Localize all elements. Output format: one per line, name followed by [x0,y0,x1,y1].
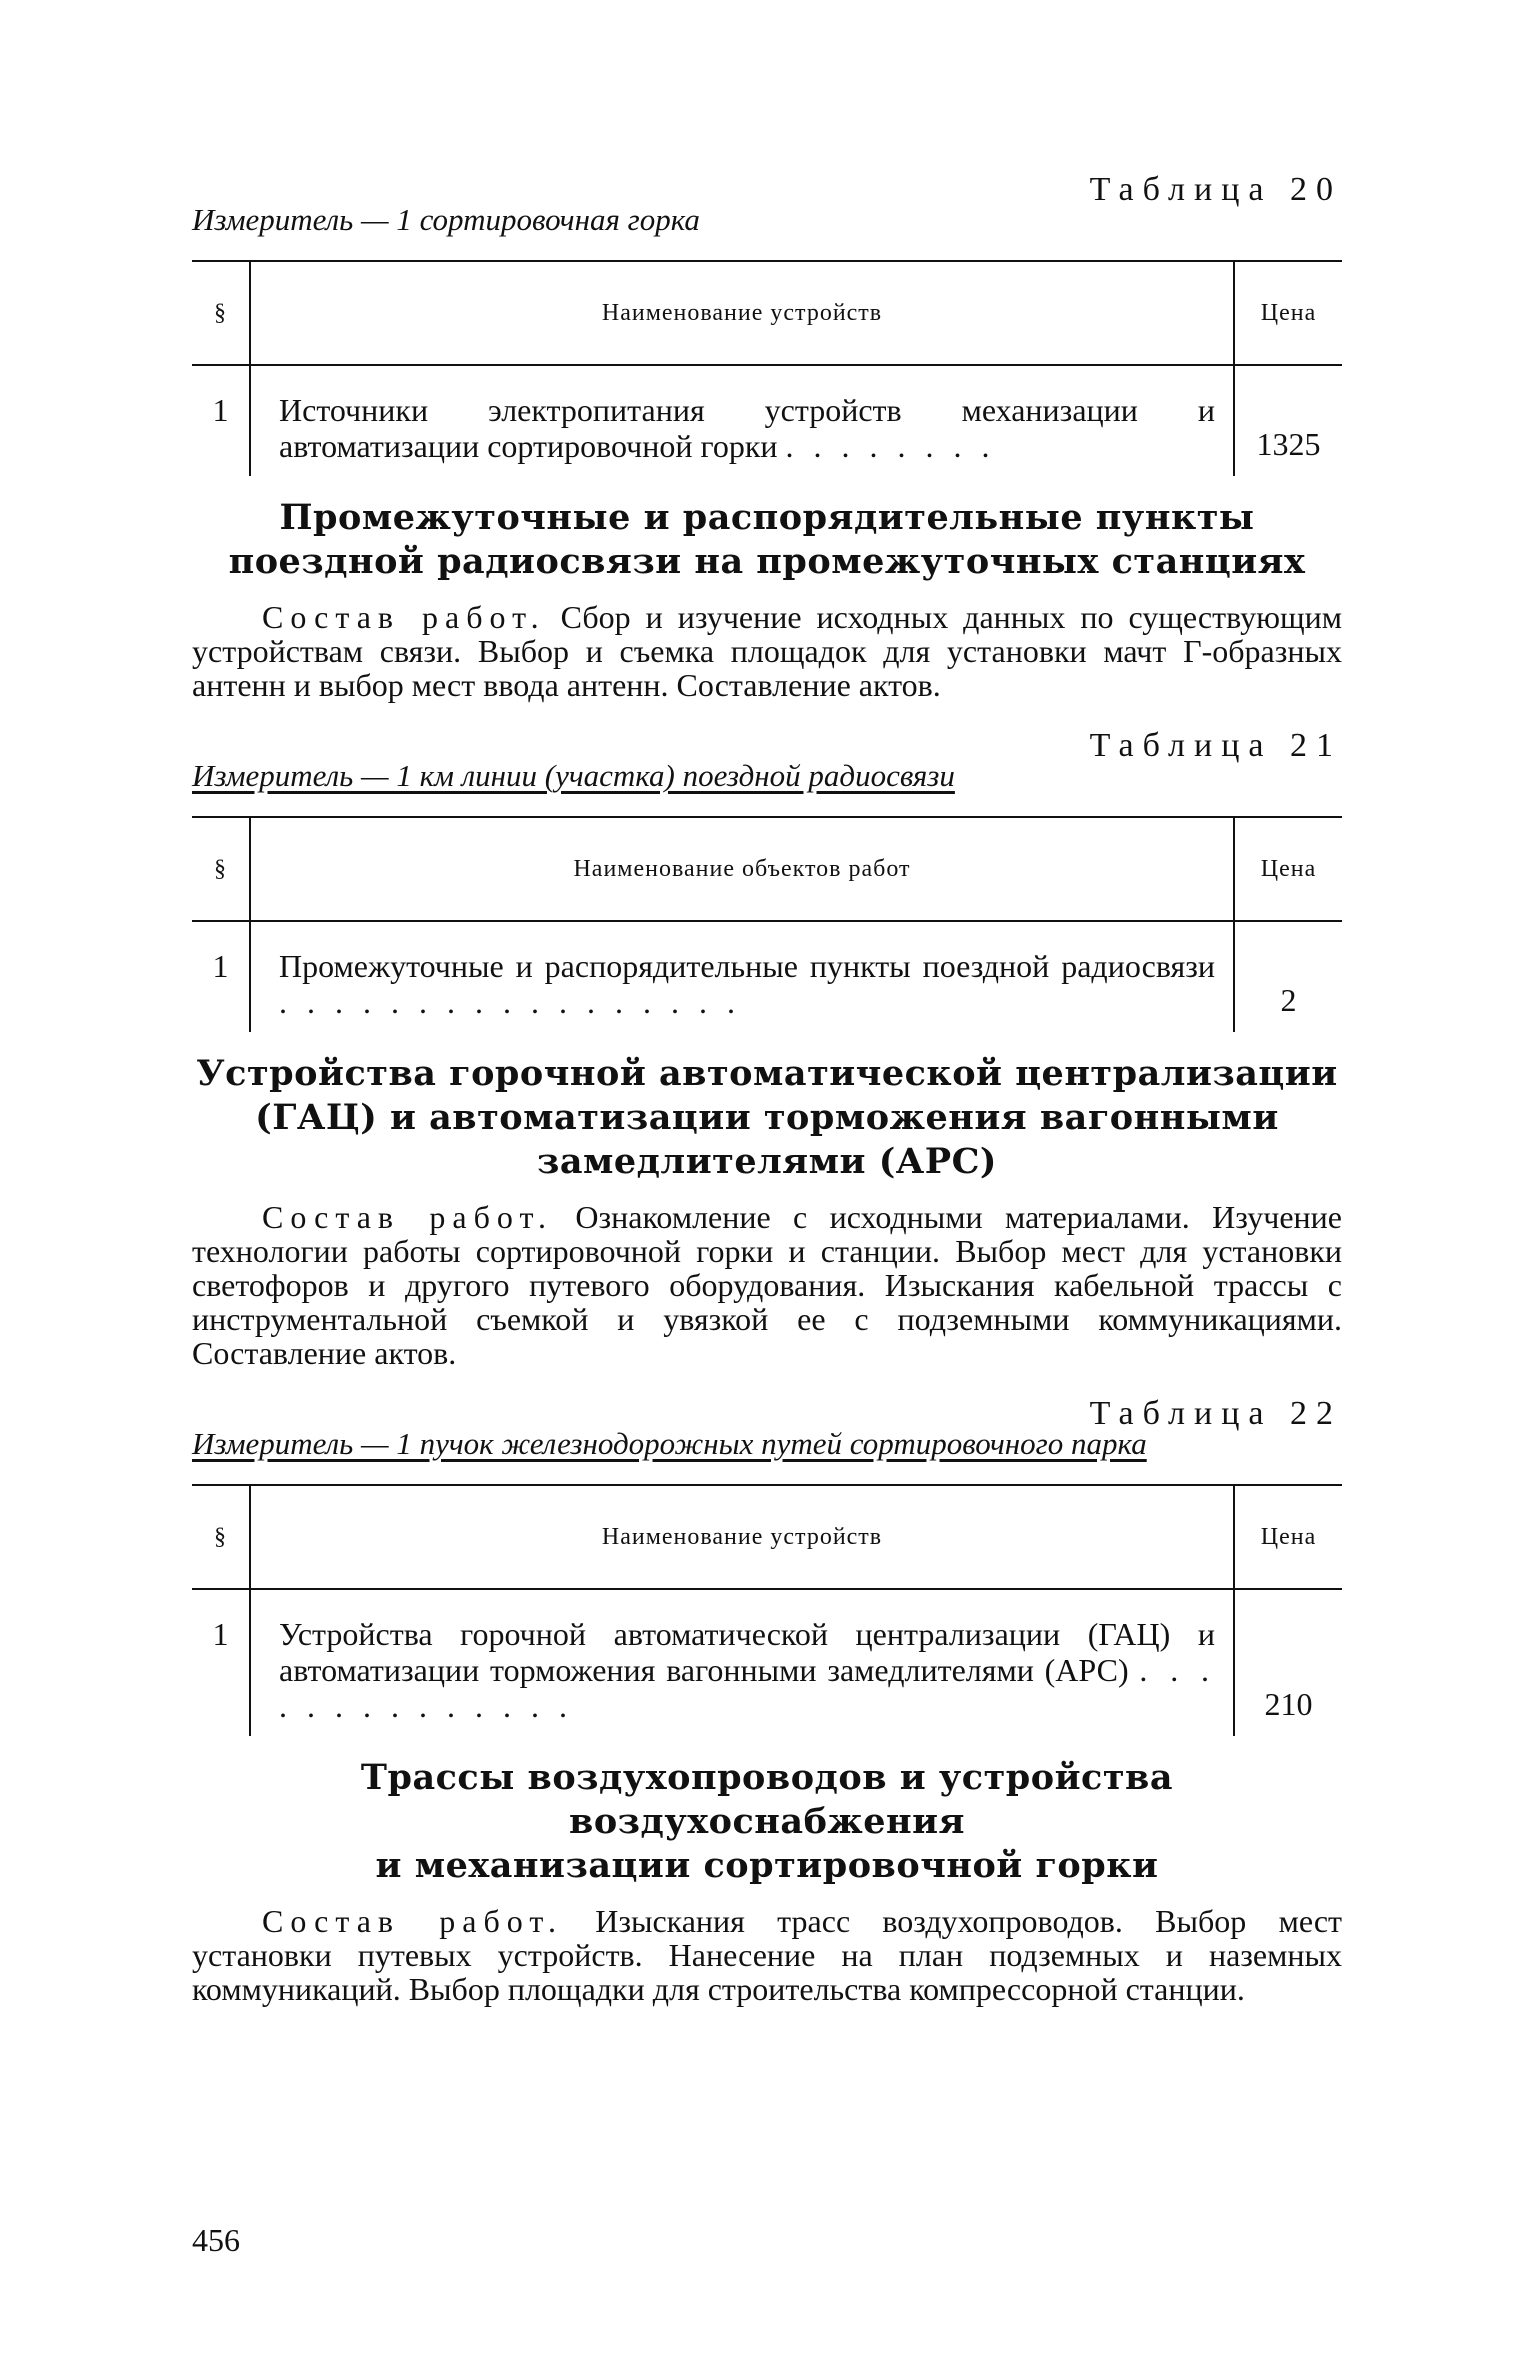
section-3-title-line-1: Трассы воздухопроводов и устройства воздухоснабжения [360,1757,1174,1842]
row-section: 1 [212,392,229,428]
table-21 [192,816,1342,1032]
row-section: 1 [212,1616,229,1652]
table-header-row [192,1485,1342,1589]
section-1-paragraph [192,600,1342,702]
table-20-label: Таблица 20 [1089,171,1342,208]
row-leader-dots: . . . . . . . . . . . . . . . . . [279,984,741,1020]
section-1-lead: Состав работ. [262,599,546,635]
table-21-measure: Измеритель — 1 км линии (участка) поездной радиосвязи [192,758,955,793]
section-1-title-line-1: Промежуточные и распорядительные пункты [279,497,1255,538]
table-20 [192,260,1342,476]
section-1-title-line-2: поездной радиосвязи на промежуточных станциях [228,541,1306,582]
table-21-label: Таблица 21 [1089,727,1342,764]
row-name-text: Промежуточные и распорядительные пункты поездной радиосвязи [279,948,1215,984]
row-name-text: Устройства горочной автоматической централизации (ГАЦ) и автоматизации торможения вагонными замедлителями (АРС) [279,1616,1215,1688]
header-price: Цена [1234,261,1342,365]
section-1-text: Сбор и изучение исходных данных по существующим устройствам связи. Выбор и съемка площадок для установки мачт Г-образных антенн и выбор мест ввода антенн. Составление актов. [192,599,1343,703]
section-2-lead: Состав работ. [262,1199,554,1235]
table-22-label: Таблица 22 [1089,1395,1342,1432]
table-20-measure: Измеритель — 1 сортировочная горка [192,202,700,237]
header-price: Цена [1234,817,1342,921]
section-3-paragraph [192,1904,1342,2006]
row-price: 210 [1264,1686,1313,1722]
table-22 [192,1484,1342,1736]
header-section: § [192,261,250,365]
row-section: 1 [212,948,229,984]
section-2-paragraph [192,1200,1342,1370]
row-price: 2 [1280,982,1297,1018]
section-3-lead: Состав работ. [262,1903,563,1939]
header-name: Наименование устройств [250,1485,1234,1589]
table-row [192,1589,1342,1736]
section-2-title-line-3: замедлителями (АРС) [537,1141,997,1182]
section-2-title [192,1052,1342,1184]
page-column [192,170,1342,2006]
header-name: Наименование объектов работ [250,817,1234,921]
row-leader-dots: . . . . . . . . . . . . . . [279,1652,1216,1724]
section-1-title [192,496,1342,584]
table-header-row [192,817,1342,921]
row-name [250,921,1234,1032]
section-2-title-line-2: (ГАЦ) и автоматизации торможения вагонными [255,1097,1279,1138]
header-price: Цена [1234,1485,1342,1589]
section-2-title-line-1: Устройства горочной автоматической централизации [196,1053,1338,1094]
row-name-text: Источники электропитания устройств механизации и автоматизации сортировочной горки [279,392,1215,464]
section-3-text: Изыскания трасс воздухопроводов. Выбор мест установки путевых устройств. Нанесение на план подземных и наземных коммуникаций. Выбор площадки для строительства компрессорной станции. [192,1903,1342,2007]
row-price: 1325 [1256,426,1321,462]
section-2-text: Ознакомление с исходными материалами. Изучение технологии работы сортировочной горки и станции. Выбор мест для установки светофоров и другого путевого оборудования. Изыскания кабельной трассы с инструментальной съемкой и увязкой ее с подземными коммуникациями. Составление актов. [192,1199,1343,1371]
row-name [250,1589,1234,1736]
page-number: 456 [192,2222,240,2258]
table-22-measure: Измеритель — 1 пучок железнодорожных путей сортировочного парка [192,1426,1147,1461]
row-leader-dots: . . . . . . . . [785,428,996,464]
header-section: § [192,817,250,921]
table-row [192,365,1342,476]
section-3-title-line-2: и механизации сортировочной горки [375,1845,1159,1886]
table-row [192,921,1342,1032]
section-3-title [192,1756,1342,1888]
header-name: Наименование устройств [250,261,1234,365]
table-header-row [192,261,1342,365]
row-name [250,365,1234,476]
header-section: § [192,1485,250,1589]
